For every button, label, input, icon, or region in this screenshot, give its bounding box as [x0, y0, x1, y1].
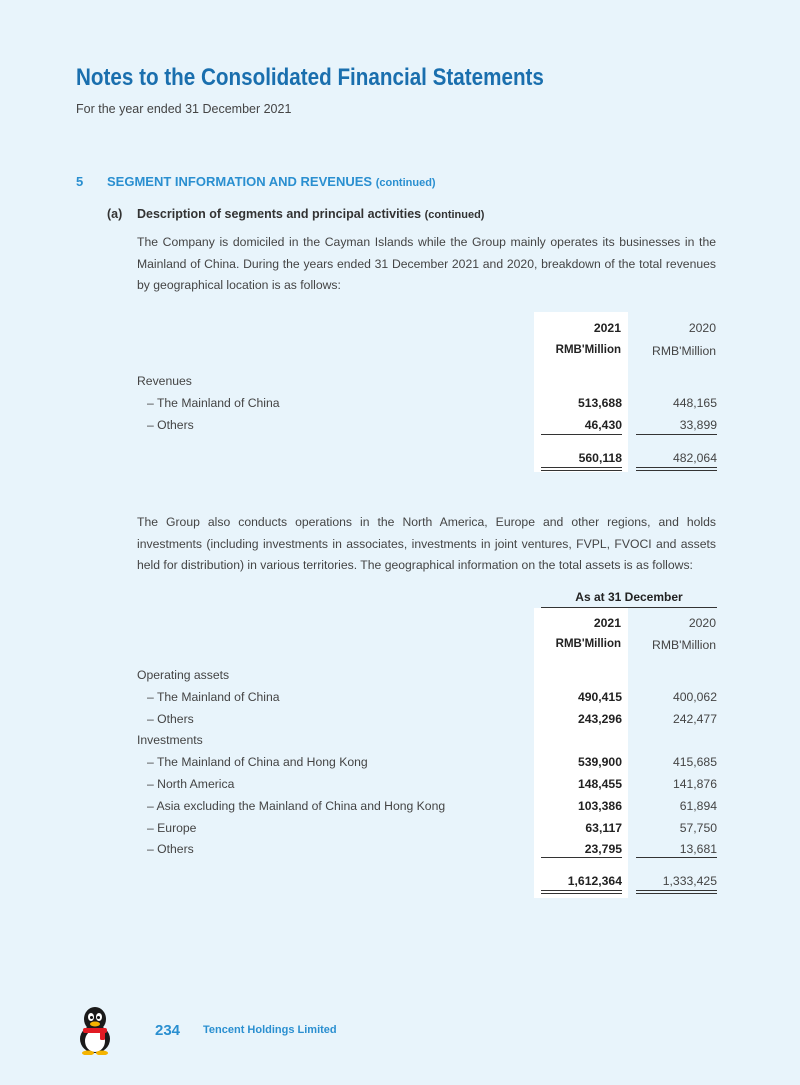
row-value-2020: 242,477	[672, 711, 717, 726]
subsection-continued: (continued)	[424, 209, 485, 221]
row-value-2021: 243,296	[577, 711, 622, 726]
section-title-text: SEGMENT INFORMATION AND REVENUES	[107, 174, 373, 189]
row-label: – Others	[147, 711, 194, 726]
table1-total-double-rule	[636, 467, 717, 468]
table2-total-row	[137, 874, 717, 894]
row-value-2021: 23,795	[584, 842, 622, 857]
row-label: Investments	[137, 733, 203, 748]
subsection-title	[137, 207, 484, 221]
subsection-number: (a)	[107, 207, 123, 221]
table1-subtotal-rule	[541, 434, 622, 435]
row-value-2020: 448,165	[672, 396, 717, 410]
table2-total-2020: 1,333,425	[662, 874, 717, 888]
table-row	[137, 396, 717, 416]
page-number: 234	[155, 1022, 181, 1039]
row-value-2020: 400,062	[672, 689, 717, 704]
table1-total-double-rule	[636, 470, 717, 471]
table-row	[137, 668, 717, 688]
table-row	[137, 690, 717, 710]
table2-col2-unit: RMB'Million	[652, 638, 716, 652]
page-subtitle: For the year ended 31 December 2021	[76, 102, 292, 116]
subsection-title-text: Description of segments and principal activities	[137, 207, 422, 221]
section-title	[107, 174, 436, 189]
table1-col2-year: 2020	[688, 321, 716, 335]
paragraph-assets: The Group also conducts operations in the North America, Europe and other regions, and holds investments (including investments in associates, investments in joint ventures, FVPL, FVOCI and assets held for distribution) in various territories. The geographical information on the total assets is as follows:	[137, 515, 716, 572]
row-value-2021: 539,900	[577, 755, 622, 770]
row-value-2020: 415,685	[672, 755, 717, 770]
row-label: Revenues	[137, 374, 192, 388]
table2-total-2021: 1,612,364	[567, 874, 622, 888]
table2-subtotal-rule	[636, 857, 717, 858]
table-row	[137, 777, 717, 797]
table2-col2-year: 2020	[688, 616, 716, 630]
row-value-2021: 63,117	[585, 820, 622, 835]
table1-subtotal-rule	[636, 434, 717, 435]
row-value-2021: 513,688	[577, 396, 622, 410]
paragraph-revenues: The Company is domiciled in the Cayman Islands while the Group mainly operates its businesses in the Mainland of China. During the years ended 31 December 2021 and 2020, breakdown of the total revenues by geographical location is as follows:	[137, 235, 716, 292]
table-row	[137, 842, 717, 862]
table2-total-double-rule	[541, 890, 622, 891]
row-label: – Others	[147, 842, 194, 857]
row-label: – Europe	[147, 820, 197, 835]
row-label: – The Mainland of China	[147, 396, 280, 410]
row-label: – Others	[147, 418, 194, 432]
table-row	[137, 755, 717, 775]
table2-col1-unit: RMB'Million	[555, 638, 621, 650]
row-value-2021: 46,430	[584, 418, 622, 432]
table1-total-row	[137, 451, 717, 471]
table1-total-double-rule	[541, 467, 622, 468]
section-continued: (continued)	[375, 177, 436, 189]
row-value-2020: 141,876	[672, 777, 717, 791]
row-value-2020: 13,681	[679, 842, 717, 857]
row-value-2021: 103,386	[577, 798, 622, 813]
table1-total-2020: 482,064	[672, 451, 717, 465]
table-row	[137, 418, 717, 438]
table-row	[137, 712, 717, 732]
section-number: 5	[76, 174, 84, 189]
table1-total-2021: 560,118	[578, 451, 622, 465]
row-value-2021: 148,455	[577, 777, 622, 791]
table-row	[137, 733, 717, 753]
page-title: Notes to the Consolidated Financial Statements	[76, 64, 544, 91]
table2-group-header: As at 31 December	[575, 590, 683, 604]
table-row	[137, 374, 717, 394]
table2-col1-year: 2021	[593, 616, 621, 630]
table2-total-double-rule	[541, 893, 622, 894]
row-label: – The Mainland of China and Hong Kong	[147, 755, 368, 770]
table1-col2-unit: RMB'Million	[652, 344, 716, 358]
table2-subtotal-rule	[541, 857, 622, 858]
row-label: – The Mainland of China	[147, 689, 280, 704]
row-value-2020: 57,750	[679, 820, 717, 835]
table-row	[137, 821, 717, 841]
table2-total-double-rule	[636, 890, 717, 891]
row-value-2021: 490,415	[577, 689, 622, 704]
table1-total-double-rule	[541, 470, 622, 471]
row-value-2020: 61,894	[679, 798, 717, 813]
penguin-mascot-icon	[74, 1005, 116, 1055]
row-label: Operating assets	[137, 668, 230, 682]
row-label: – North America	[147, 777, 235, 791]
row-value-2020: 33,899	[679, 418, 717, 432]
table2-total-double-rule	[636, 893, 717, 894]
row-label: – Asia excluding the Mainland of China and Hong Kong	[147, 798, 446, 813]
table-row	[137, 799, 717, 819]
table1-col1-year: 2021	[593, 321, 621, 335]
table1-col1-unit: RMB'Million	[555, 344, 621, 356]
company-name: Tencent Holdings Limited	[203, 1024, 337, 1036]
